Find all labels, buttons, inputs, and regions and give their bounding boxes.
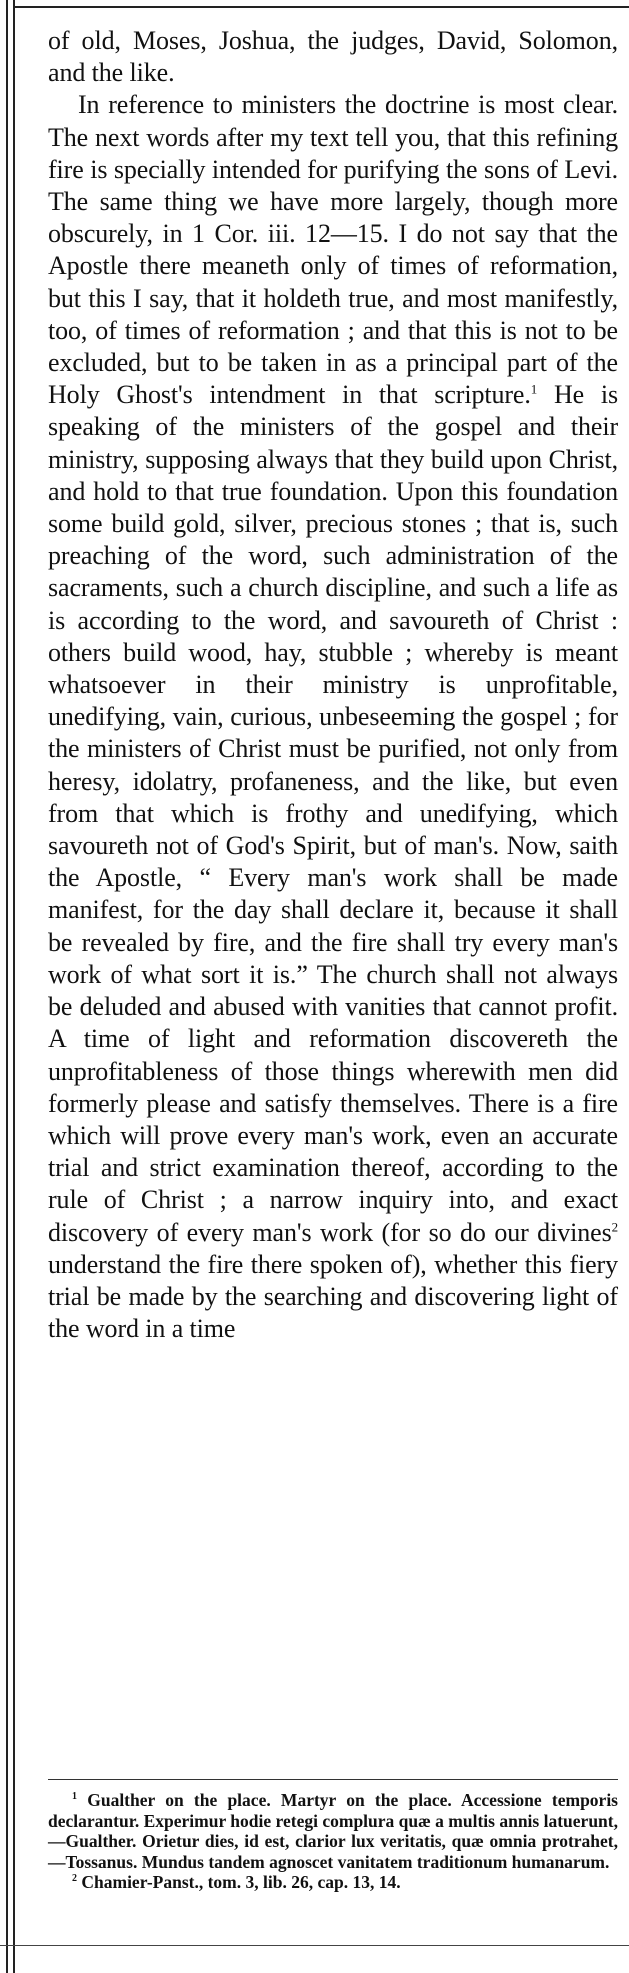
footnote-mark-1: 1 — [72, 1791, 77, 1803]
footnotes — [48, 1790, 618, 1893]
footnote-2 — [48, 1872, 618, 1893]
paragraph-text-part-3: understand the fire there spoken of), whether this fiery trial be made by the searching and discovering light of the word in a time — [48, 1249, 618, 1344]
page-bottom-rule — [0, 1945, 629, 1946]
footnote-text-1: Gualther on the place. Martyr on the place. Accessione temporis declarantur. Experimur hodie retegi complura quæ a multis annis latuerunt,—Gualther. Orietur dies, id est, clarior lux veritatis, quæ omnia protrahet,—Tossanus. Mundus tandem agnoscet vanitatem traditionum humanarum. — [48, 1790, 618, 1872]
page-body — [48, 25, 618, 1345]
paragraph-text-part-1: In reference to ministers the doctrine is most clear. The next words after my text tell you, that this refining fire is specially intended for purifying the sons of Levi. The same thing we have more largely, though more obscurely, in 1 Cor. iii. 12—15. I do not say that the Apostle there meaneth only of times of reformation, but this I say, that it holdeth true, and most manifestly, too, of times of reformation ; and that this is not to be excluded, but to be taken in as a principal part of the Holy Ghost's intendment in that scripture. — [48, 90, 618, 410]
page-border-inner — [13, 0, 15, 1973]
footnote-text-2: Chamier-Panst., tom. 3, lib. 26, cap. 13, 14. — [77, 1872, 401, 1892]
page-border-outer — [6, 0, 8, 1973]
footnote-mark-2: 2 — [72, 1873, 77, 1885]
footnote-ref-1[interactable]: 1 — [530, 381, 538, 397]
page-top-rule — [13, 6, 629, 8]
paragraph-continuation: of old, Moses, Joshua, the judges, David, Solomon, and the like. — [48, 26, 618, 88]
footnote-divider — [48, 1779, 618, 1780]
footnote-1 — [48, 1790, 618, 1872]
paragraph-ministers — [48, 89, 618, 1345]
footnote-ref-2[interactable]: 2 — [611, 1218, 618, 1234]
paragraph-text-part-2: He is speaking of the ministers of the gospel and their ministry, supposing always that they build upon Christ, and hold to that true foundation. Upon this foundation some build gold, silver, precious stones ; that is, such preaching of the word, such administration of the sacraments, such a church discipline, and such a life as is according to the word, and savoureth of Christ : others build wood, hay, stubble ; whereby is meant whatsoever in their ministry is unprofitable, unedifying, vain, curious, unbeseeming the gospel ; for the ministers of Christ must be purified, not only from heresy, idolatry, profaneness, and the like, but even from that which is frothy and unedifying, which savoureth not of God's Spirit, but of man's. Now, saith the Apostle, “ Every man's work shall be made manifest, for the day shall declare it, because it shall be revealed by fire, and the fire shall try every man's work of what sort it is.” The church shall not always be deluded and abused with vanities that cannot profit. A time of light and reformation discovereth the unprofitableness of those things wherewith men did formerly please and satisfy themselves. There is a fire which will prove every man's work, even an accurate trial and strict examination thereof, according to the rule of Christ ; a narrow inquiry into, and exact discovery of every man's work (for so do our divines — [48, 380, 619, 1247]
